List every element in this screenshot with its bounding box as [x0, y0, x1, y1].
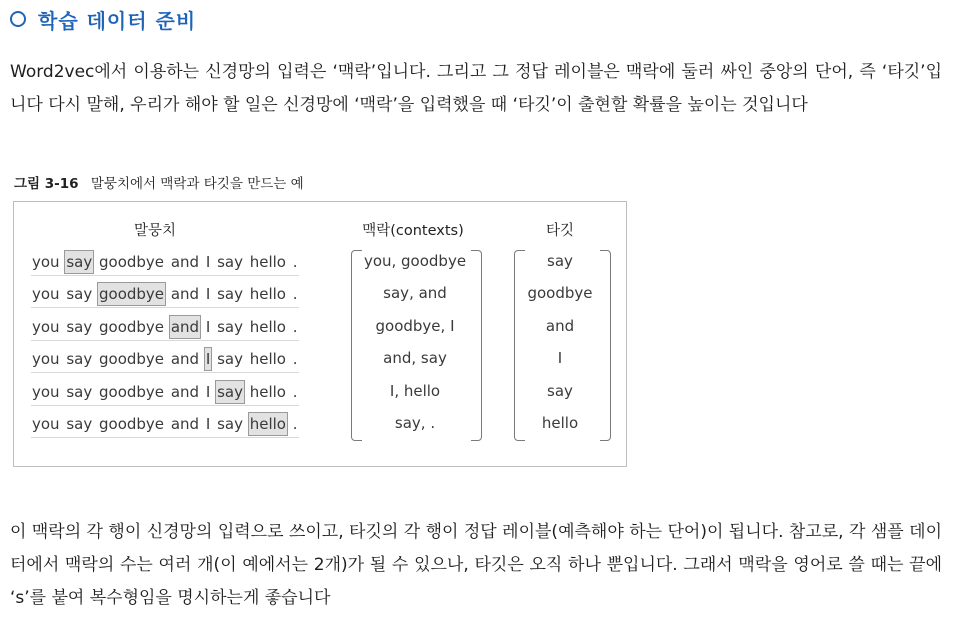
- corpus-word: I: [205, 285, 211, 303]
- corpus-word: say: [66, 318, 93, 336]
- corpus-word: say: [217, 253, 243, 271]
- corpus-row: [31, 283, 299, 308]
- corpus-word: .: [292, 383, 298, 401]
- context-cell: say, and: [383, 284, 447, 302]
- corpus-word: hello: [249, 285, 286, 303]
- target-cell: I: [557, 349, 563, 367]
- corpus-word: say: [66, 415, 93, 433]
- corpus-word: and: [170, 415, 200, 433]
- corpus-word: say: [66, 383, 93, 401]
- corpus-word: you: [32, 350, 60, 368]
- figure-caption: [14, 172, 304, 192]
- figure-box: [13, 201, 627, 467]
- circle-bullet-icon: [10, 11, 26, 27]
- corpus-word: you: [32, 415, 60, 433]
- target-word-highlight: I: [205, 350, 211, 368]
- corpus-word: .: [292, 253, 298, 271]
- context-cell: say, .: [394, 414, 436, 432]
- corpus-word: goodbye: [99, 383, 165, 401]
- target-word-highlight: hello: [249, 415, 286, 433]
- context-cell: I, hello: [389, 382, 441, 400]
- corpus-word: you: [32, 253, 60, 271]
- target-word-highlight: say: [217, 383, 243, 401]
- corpus-word: goodbye: [99, 253, 165, 271]
- corpus-word: hello: [249, 350, 286, 368]
- corpus-word: and: [170, 253, 200, 271]
- corpus-word: say: [66, 350, 93, 368]
- contexts-header: 맥락(contexts): [362, 223, 464, 239]
- corpus-word: I: [205, 253, 211, 271]
- corpus-word: goodbye: [99, 350, 165, 368]
- section-title: 학습 데이터 준비: [38, 8, 197, 33]
- corpus-word: .: [292, 318, 298, 336]
- context-cell: and, say: [383, 349, 447, 367]
- corpus-word: hello: [249, 383, 286, 401]
- corpus-word: say: [217, 415, 243, 433]
- corpus-word: .: [292, 415, 298, 433]
- corpus-header: 말뭉치: [133, 223, 177, 239]
- section-heading: [10, 4, 196, 34]
- target-cell: goodbye: [527, 284, 593, 302]
- target-cell: and: [545, 317, 575, 335]
- intro-paragraph: Word2vec에서 이용하는 신경망의 입력은 ‘맥락’입니다. 그리고 그 정답 레이블은 맥락에 둘러 싸인 중앙의 단어, 즉 ‘타깃’입니다 다시 말해, 우리가 해야 할 일은 신경망에 ‘맥락’을 입력했을 때 ‘타깃’이 출현할 확률을 높이는 것입니다: [10, 62, 942, 115]
- corpus-word: I: [205, 383, 211, 401]
- corpus-word: .: [292, 350, 298, 368]
- explanation-paragraph: 이 맥락의 각 행이 신경망의 입력으로 쓰이고, 타깃의 각 행이 정답 레이블(예측해야 하는 단어)이 됩니다. 참고로, 각 샘플 데이터에서 맥락의 수는 여러 개(이 예에서는 2개)가 될 수 있으나, 타깃은 오직 하나 뿐입니다. 그래서 맥락을 영어로 쓸 때는 끝에 ‘s’를 붙여 복수형임을 명시하는게 좋습니다: [10, 522, 942, 608]
- corpus-word: you: [32, 383, 60, 401]
- target-word-highlight: and: [170, 318, 200, 336]
- target-cell: say: [547, 382, 573, 400]
- corpus-word: goodbye: [99, 318, 165, 336]
- corpus-word: I: [205, 415, 211, 433]
- corpus-word: you: [32, 318, 60, 336]
- target-bracket: [514, 250, 611, 441]
- corpus-row: [31, 316, 299, 341]
- corpus-word: and: [170, 383, 200, 401]
- corpus-word: hello: [249, 318, 286, 336]
- corpus-word: say: [217, 318, 243, 336]
- target-cell: hello: [541, 414, 579, 432]
- context-cell: you, goodbye: [363, 252, 467, 270]
- corpus-word: .: [292, 285, 298, 303]
- corpus-word: I: [205, 318, 211, 336]
- corpus-row: [31, 381, 299, 406]
- corpus-row: [31, 348, 299, 373]
- corpus-word: say: [217, 285, 243, 303]
- target-word-highlight: goodbye: [99, 285, 165, 303]
- corpus-word: hello: [249, 253, 286, 271]
- target-header: 타깃: [545, 223, 575, 239]
- target-cell: say: [547, 252, 573, 270]
- corpus-word: you: [32, 285, 60, 303]
- figure-caption-text: 말뭉치에서 맥락과 타깃을 만드는 예: [90, 176, 304, 192]
- corpus-word: and: [170, 350, 200, 368]
- corpus-word: goodbye: [99, 415, 165, 433]
- corpus-row: [31, 251, 299, 276]
- figure-number: 그림 3-16: [14, 176, 79, 192]
- contexts-bracket: [351, 250, 482, 441]
- corpus-word: say: [217, 350, 243, 368]
- context-cell: goodbye, I: [375, 317, 455, 335]
- corpus-word: say: [66, 285, 93, 303]
- target-word-highlight: say: [66, 253, 93, 271]
- corpus-row: [31, 413, 299, 438]
- corpus-word: and: [170, 285, 200, 303]
